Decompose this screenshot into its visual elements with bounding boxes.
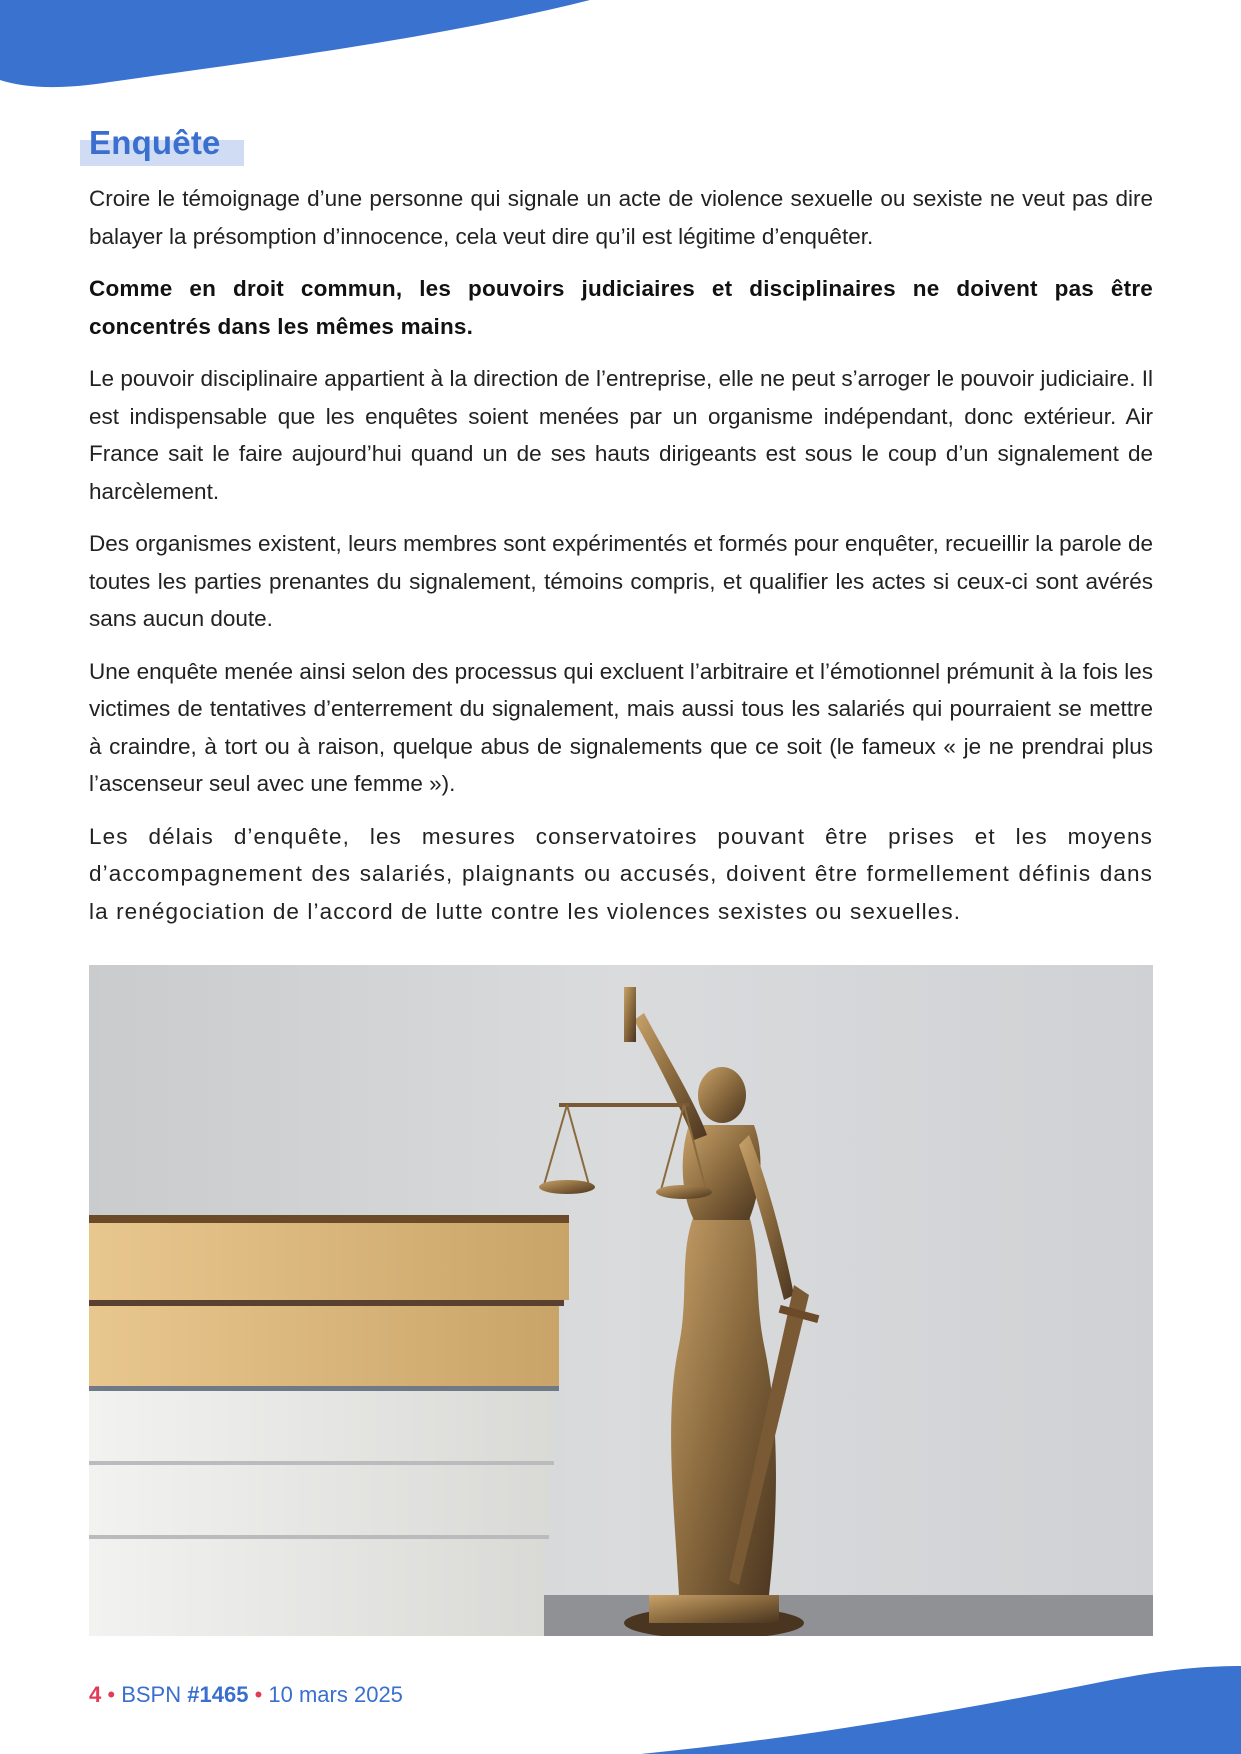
- paragraph-3: Le pouvoir disciplinaire appartient à la direction de l’entreprise, elle ne peut s’arroger le pouvoir judiciaire. Il est indispensable que les enquêtes soient menées par un organisme indépendant, donc extérieur. Air France sait le faire aujourd’hui quand un de ses hauts dirigeants est sous le coup d’un signalement de harcèlement.: [89, 366, 1153, 504]
- section-heading-block: [89, 120, 221, 166]
- paragraph-2-bold: Comme en droit commun, les pouvoirs judiciaires et disciplinaires ne doivent pas être concentrés dans les mêmes mains.: [89, 276, 1153, 339]
- publication-date: 10 mars 2025: [268, 1682, 403, 1707]
- footer-separator-2: •: [254, 1682, 263, 1707]
- page-footer: [89, 1680, 403, 1710]
- footer-separator: •: [107, 1682, 116, 1707]
- paragraph-6: Les délais d’enquête, les mesures conservatoires pouvant être prises et les moyens d’accompagnement des salariés, plaignants ou accusés, doivent être formellement définis dans la renégociation de l’accord de lutte contre les violences sexistes ou sexuelles.: [89, 823, 1153, 924]
- page-number: 4: [89, 1682, 102, 1707]
- paragraph-1: Croire le témoignage d’une personne qui signale un acte de violence sexuelle ou sexiste ne veut pas dire balayer la présomption d’innocence, cela veut dire qu’il est légitime d’enquêter.: [89, 186, 1153, 249]
- section-heading: Enquête: [89, 124, 221, 161]
- issue-number: #1465: [187, 1682, 249, 1707]
- paragraph-4: Des organismes existent, leurs membres sont expérimentés et formés pour enquêter, recueillir la parole de toutes les parties prenantes du signalement, témoins compris, et qualifier les actes si ceux-ci sont avérés sans aucun doute.: [89, 531, 1153, 631]
- article-body: [89, 120, 1153, 945]
- justice-statue-photo: [89, 965, 1153, 1636]
- top-wave-decoration: [0, 0, 600, 92]
- bottom-wave-decoration: [641, 1654, 1241, 1754]
- paragraph-5: Une enquête menée ainsi selon des processus qui excluent l’arbitraire et l’émotionnel prémunit à la fois les victimes de tentatives d’enterrement du signalement, mais aussi tous les salariés qui pourraient se mettre à craindre, à tort ou à raison, quelque abus de signalements que ce soit (le fameux « je ne prendrai plus l’ascenseur seul avec une femme »).: [89, 658, 1153, 796]
- publication-name: BSPN: [121, 1682, 182, 1707]
